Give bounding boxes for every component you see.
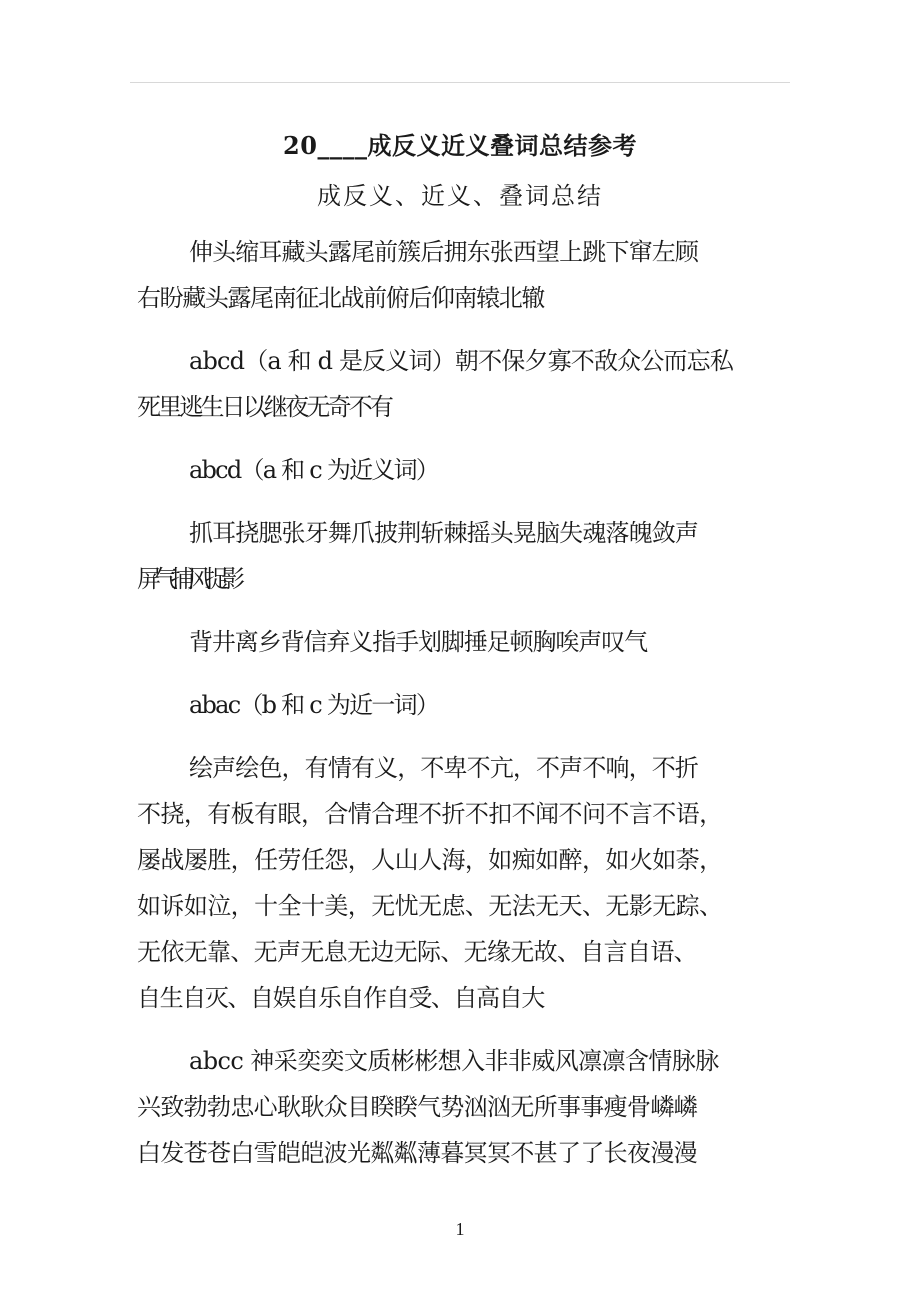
paragraph-5: [137, 619, 785, 665]
paragraph-line: 兴致勃勃忠心耿耿众目睽睽气势汹汹无所事事瘦骨嶙嶙: [137, 1093, 697, 1121]
paragraph-line: 屏气捕风捉影: [137, 565, 238, 593]
paragraph-line: 右盼藏头露尾南征北战前俯后仰南辕北辙: [137, 284, 544, 312]
paragraph-line: 死里逃生日以继夜无奇不有: [137, 393, 391, 421]
paragraph-line: 不挠，有板有眼，合情合理不折不扣不闻不问不言不语，: [137, 800, 723, 828]
paragraph-8: [137, 1038, 785, 1176]
paragraph-line: 伸头缩耳藏头露尾前簇后拥东张西望上跳下窜左顾: [189, 238, 698, 266]
paragraph-line: 无依无靠、无声无息无边无际、无缘无故、自言自语、: [137, 938, 697, 966]
page-number: 1: [455, 1219, 465, 1239]
paragraph-line: abcd（a 和 d 是反义词）朝不保夕寡不敌众公而忘私: [189, 347, 734, 375]
paragraph-line: 如诉如泣，十全十美，无忧无虑、无法无天、无影无踪、: [137, 892, 723, 920]
paragraph-line: 屡战屡胜，任劳任怨，人山人海，如痴如醉，如火如荼，: [137, 846, 723, 874]
document-body: [137, 229, 785, 1193]
paragraph-6: [137, 682, 785, 728]
paragraph-2: [137, 338, 785, 430]
paragraph-line: 自生自灭、自娱自乐自作自受、自高自大: [137, 984, 544, 1012]
paragraph-7: [137, 745, 785, 1021]
paragraph-line: abcd（a 和 c 为近义词）: [189, 456, 439, 484]
paragraph-3: [137, 447, 785, 493]
paragraph-line: 绘声绘色，有情有义，不卑不亢，不声不响，不折: [189, 754, 698, 782]
paragraph-line: 白发苍苍白雪皑皑波光粼粼薄暮冥冥不甚了了长夜漫漫: [137, 1139, 697, 1167]
document-title: 20____成反义近义叠词总结参考: [283, 131, 637, 160]
header-rule: [130, 82, 790, 83]
paragraph-line: abac（b 和 c 为近一词）: [189, 691, 439, 719]
paragraph-line: abcc 神采奕奕文质彬彬想入非非威风凛凛含情脉脉: [189, 1047, 719, 1075]
paragraph-line: 背井离乡背信弃义指手划脚捶足顿胸唉声叹气: [189, 628, 647, 656]
paragraph-4: [137, 510, 785, 602]
paragraph-1: [137, 229, 785, 321]
paragraph-line: 抓耳挠腮张牙舞爪披荆斩棘摇头晃脑失魂落魄敛声: [189, 519, 698, 547]
document-subtitle: 成反义、近义、叠词总结: [317, 182, 603, 210]
